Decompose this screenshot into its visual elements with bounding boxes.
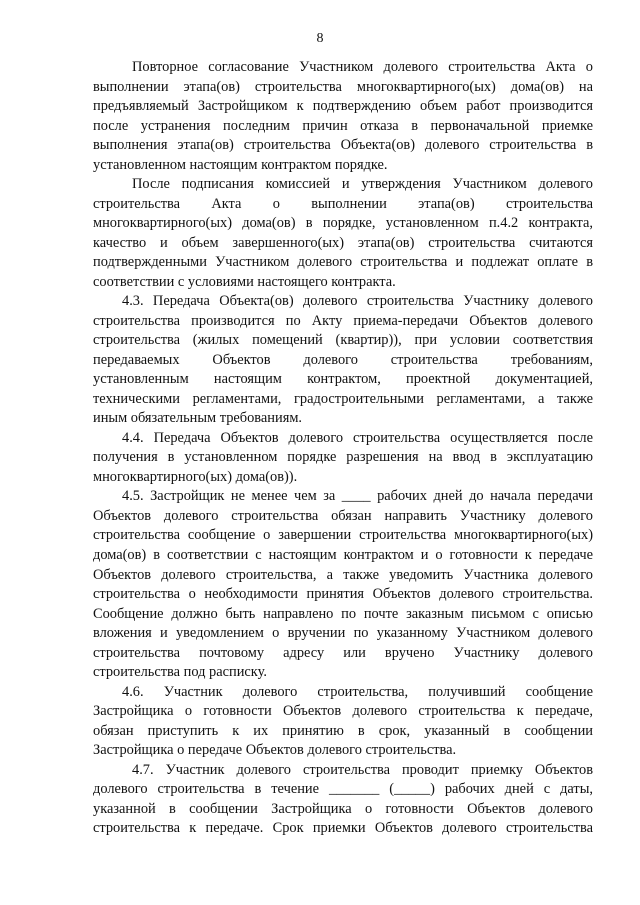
text-line: многоквартирного(ых) дома(ов)). bbox=[93, 469, 298, 485]
text-line: после устранения последним причин отказа в первоначальной приемке bbox=[93, 118, 593, 134]
text-line: 4.4. Передача Объектов долевого строительства осуществляется после bbox=[122, 430, 593, 446]
text-line: соответствии с условиями настоящего контракта. bbox=[93, 274, 396, 290]
text-line: иным обязательным требованиям. bbox=[93, 410, 303, 426]
text-line: Объектов долевого строительства, а также уведомить Участника долевого bbox=[93, 567, 593, 583]
text-line: установленным настоящим контрактом, проектной документацией, bbox=[93, 371, 593, 387]
text-line: строительства о необходимости принятия Объектов долевого строительства. bbox=[93, 586, 593, 602]
text-line: строительства сообщение о завершении строительства многоквартирного(ых) bbox=[93, 527, 593, 543]
text-line: предъявляемый Застройщиком к подтверждению объем работ производится bbox=[93, 98, 593, 114]
text-line: строительства производится по Акту приема-передачи Объектов долевого bbox=[93, 313, 593, 329]
text-line: выполнении этапа(ов) строительства многоквартирного(ых) дома(ов) на bbox=[93, 79, 593, 95]
text-line: 4.6. Участник долевого строительства, получивший сообщение bbox=[122, 684, 593, 700]
text-line: Повторное согласование Участником долевого строительства Акта о bbox=[132, 59, 593, 75]
text-line: Объектов долевого строительства обязан направить Участнику долевого bbox=[93, 508, 593, 524]
text-line: После подписания комиссией и утверждения Участником долевого bbox=[132, 176, 593, 192]
text-line: подтвержденными Участником долевого строительства и подлежат оплате в bbox=[93, 254, 593, 270]
text-line: установленном настоящим контрактом порядке. bbox=[93, 157, 388, 173]
text-line: строительства Акта о выполнении этапа(ов) строительства bbox=[93, 196, 593, 212]
text-line: Сообщение должно быть направлено по почте заказным письмом с описью bbox=[93, 606, 593, 622]
text-line: указанной в сообщении Застройщика о готовности Объектов долевого bbox=[93, 801, 593, 817]
text-line: обязан приступить к их принятию в срок, указанный в сообщении bbox=[93, 723, 593, 739]
text-line: техническими регламентами, градостроительными регламентами, а также bbox=[93, 391, 593, 407]
text-line: Застройщика о готовности Объектов долевого строительства к передаче, bbox=[93, 703, 593, 719]
text-line: передаваемых Объектов долевого строительства требованиям, bbox=[93, 352, 593, 368]
text-line: вложения и уведомлением о вручении по указанному Участником долевого bbox=[93, 625, 593, 641]
text-line: качество и объем завершенного(ых) этапа(ов) строительства считаются bbox=[93, 235, 593, 251]
text-line: строительства под расписку. bbox=[93, 664, 267, 680]
text-line: дома(ов) в соответствии с настоящим контрактом и о готовности к передаче bbox=[93, 547, 593, 563]
text-line: выполнения этапа(ов) строительства Объекта(ов) долевого строительства в bbox=[93, 137, 593, 153]
text-line: Застройщика о передаче Объектов долевого строительства. bbox=[93, 742, 457, 758]
text-line: получения в установленном порядке разрешения на ввод в эксплуатацию bbox=[93, 449, 593, 465]
text-line: 4.5. Застройщик не менее чем за ____ рабочих дней до начала передачи bbox=[122, 488, 593, 504]
text-line: строительства почтовому адресу или вручено Участнику долевого bbox=[93, 645, 593, 661]
page-number: 8 bbox=[316, 31, 324, 46]
text-line: 4.3. Передача Объекта(ов) долевого строительства Участнику долевого bbox=[122, 293, 593, 309]
text-line: долевого строительства в течение _______ (_____) рабочих дней с даты, bbox=[93, 781, 593, 797]
text-line: многоквартирного(ых) дома(ов) в порядке, установленном п.4.2 контракта, bbox=[93, 215, 593, 231]
text-line: строительства к передаче. Срок приемки Объектов долевого строительства bbox=[93, 820, 593, 836]
text-line: 4.7. Участник долевого строительства проводит приемку Объектов bbox=[132, 762, 593, 778]
text-line: строительства (жилых помещений (квартир)), при условии соответствия bbox=[93, 332, 593, 348]
